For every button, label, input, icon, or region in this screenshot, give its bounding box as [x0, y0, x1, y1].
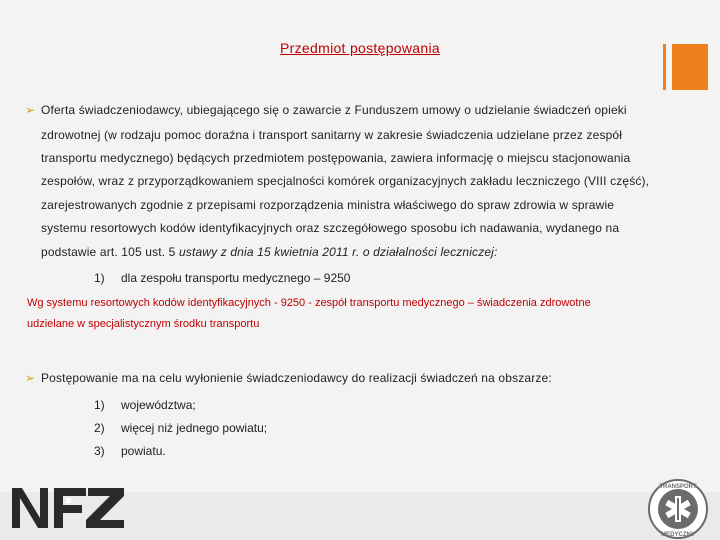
bullet1-line-last	[41, 245, 497, 259]
decorative-bar-thin	[663, 44, 666, 90]
list-text: powiatu.	[121, 444, 166, 458]
decorative-bar-thick	[672, 44, 708, 90]
list-number: 2)	[94, 421, 105, 435]
bullet1-line: zespołów, wraz z przyporządkowaniem specjalności komórek organizacyjnych zakładu leczniczego (VIII część),	[41, 174, 650, 188]
bullet1-line: zdrowotnej (w rodzaju pomoc doraźna i transport sanitarny w zakresie świadczenia udzielane przez zespół	[41, 128, 623, 142]
bullet1-line: Oferta świadczeniodawcy, ubiegającego się o zawarcie z Funduszem umowy o udzielanie świadczeń opieki	[41, 103, 627, 117]
red-note-line: udzielane w specjalistycznym środku transportu	[27, 318, 260, 330]
list-number: 1)	[94, 398, 105, 412]
bullet2-text: Postępowanie ma na celu wyłonienie świadczeniodawcy do realizacji świadczeń na obszarze:	[41, 371, 552, 385]
bullet-arrow-icon: ➢	[25, 371, 36, 385]
red-note-line: Wg systemu resortowych kodów identyfikacyjnych - 9250 - zespół transportu medycznego – świadczenia zdrowotne	[27, 297, 591, 309]
list-number: 1)	[94, 271, 105, 285]
bullet1-last-italic: ustawy z dnia 15 kwietnia 2011 r. o działalności leczniczej:	[178, 245, 498, 259]
nfz-logo	[10, 484, 126, 532]
bullet1-line: transportu medycznego) będących przedmiotem postępowania, zawiera informację o miejscu stacjonowania	[41, 151, 631, 165]
list-text: województwa;	[121, 398, 196, 412]
transport-medyczny-logo	[645, 478, 711, 540]
slide-title: Przedmiot postępowania	[280, 40, 440, 56]
bullet1-line: zarejestrowanych zgodnie z przepisami rozporządzenia ministra właściwego do spraw zdrowia w sprawie	[41, 198, 615, 212]
bullet1-last-normal: podstawie art. 105 ust. 5	[41, 245, 179, 259]
list-text: więcej niż jednego powiatu;	[121, 421, 268, 435]
transport-logo-bottom-text: MEDYCZNY	[661, 532, 695, 538]
bullet1-line: systemu resortowych kodów identyfikacyjnych oraz szczegółowego sposobu ich nadawania, wydanego na	[41, 221, 620, 235]
list-text: dla zespołu transportu medycznego – 9250	[121, 271, 351, 285]
bullet-arrow-icon: ➢	[25, 103, 36, 117]
transport-logo-top-text: TRANSPORT	[659, 484, 697, 490]
list-number: 3)	[94, 444, 105, 458]
